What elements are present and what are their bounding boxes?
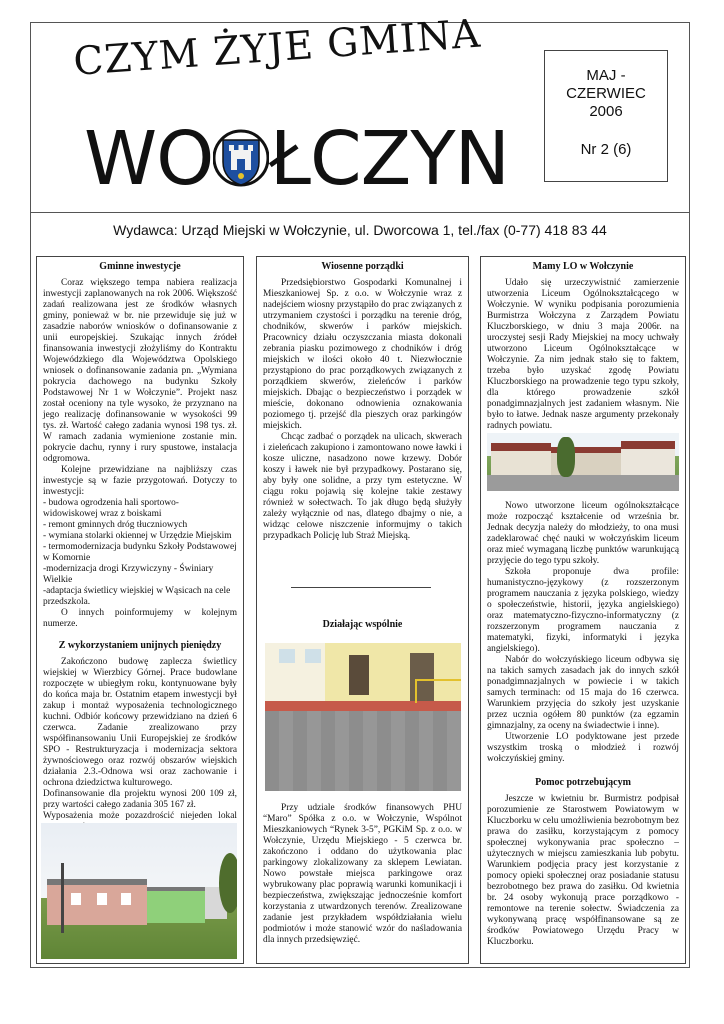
- publisher-rule: [31, 212, 689, 213]
- publisher-line: Wydawca: Urząd Miejski w Wołczynie, ul. Dworcowa 1, tel./fax (0-77) 418 83 44: [113, 222, 607, 238]
- school-building-photo: [487, 433, 679, 491]
- list-item: Wielkie: [43, 575, 73, 585]
- paragraph: Coraz większego tempa nabiera realizacja inwestycji zaplanowanych na rok 2006. Większość zadań realizowana jest ze środków własnych gminy, ponieważ w br. nie przewiduje się już w zasadzie naborów wniosków o dofinansowanie z unii europejskiej. Szukając innych źródeł finansowania inwestycji złożyliśmy do Kontraktu Wojewódzkiego dla Województwa Opolskiego wniosek o dofinansowanie zadania pn. „Wymiana pokrycia dachowego na budynku Szkoły Podstawowej Nr 1 w Wołczynie”. Projekt nasz został oceniony na tyle wysoko, że przyznano na jego realizację dofinansowanie w wysokości 99 tys. zł. Wartość całego zadania wynosi 198 tys. zł. W ramach zadania wymienione zostanie min. pokrycie dachu, rynny i rury spustowe, instalacja odgromowa.: [43, 278, 237, 464]
- paragraph: Dofinansowanie dla projektu wynosi 200 109 zł, przy wartości całego zadania 305 167 zł.: [43, 789, 237, 810]
- article-title-investments: Gminne inwestycje: [99, 261, 181, 272]
- paragraph: Przy udziale środków finansowych PHU “Maro” Spółka z o.o. w Wołczynie, Wspólnot Mieszkaniowych “Rynek 3-5”, PGKiM Sp. z o.o. w Wołczynie, Urzędu Miejskiego - 5 czerwca br. zakończono i oddano do użytkowania plac parkingowy zlokalizowany za sklepem Lewiatan. Nowo powstałe miejsca parkingowe oraz wybrukowany plac poprawią warunki komunikacji i bezpieczeństwa, zwiększając jednocześnie komfort korzystania z utwardzonych terenów. Zrealizowane zadanie jest przykładem współdziałania wielu podmiotów i może stanowić wzór do naśladowania dla innych przedsięwzięć.: [263, 803, 462, 945]
- issue-month: MAJ -: [586, 67, 626, 84]
- article-title-cooperation: Działając wspólnie: [322, 619, 403, 630]
- masthead-title-main: [84, 116, 509, 202]
- list-item: - remont gminnych dróg tłuczniowych: [43, 520, 188, 530]
- paragraph: Utworzenie LO podyktowane jest przede wszystkim troską o młodzież i rozwój wołczyńskiej gminy.: [487, 732, 679, 764]
- paragraph: Udało się urzeczywistnić zamierzenie utworzenia Liceum Ogólnokształcącego w Wołczynie. W wyniku podpisania porozumienia Burmistrza Wołczyna z Zarządem Powiatu Kluczborskiego, w dniu 3 maja 2006r. na uroczystej sesji Rady Miejskiej na mocy uchwały utworzono Liceum Ogólnokształcące w Wołczynie. Za nim jednak stało się to faktem, trzeba było uzyskać zgodę Powiatu Kluczborskiego na prowadzenie tego typu szkoły, dla którego prowadzenie szkół ponadgimnazjalnych jest zadaniem własnym. Nie było to łatwe. Jednak nasze argumenty przekonały radnych powiatu.: [487, 278, 679, 431]
- column-2: [256, 256, 469, 964]
- paragraph: Kolejne przewidziane na najbliższy czas inwestycje są w fazie przygotowań. Dotyczy to inwestycji:: [43, 465, 237, 497]
- issue-year: 2006: [589, 103, 623, 120]
- town-coat-of-arms-icon: [213, 128, 269, 188]
- column-1: [36, 256, 244, 964]
- list-item: - wymiana stolarki okiennej w Urzędzie Miejskim: [43, 531, 232, 541]
- article-title-high-school: Mamy LO w Wołczynie: [532, 261, 634, 272]
- paragraph: Przedsiębiorstwo Gospodarki Komunalnej i Mieszkaniowej Sp. z o.o. w Wołczynie wraz z nadejściem wiosny przystąpiło do prac związanych z utrzymaniem czystości i porządku na terenie dróg, chodników, skwerów i parków miejskich. Pracownicy działu oczyszczania miasta dokonali zebrania piasku pozimowego z chodników i dróg miejskich w ilości około 40 t. Niezwłocznie przystąpiono do prac porządkowych związanych z porządkiem skwerów, zieleńców i parków miejskich. Dbając o bezpieczeństwo i porządek w mieście, dokonano odnowienia oznakowania poziomego tj. przejść dla pieszych oraz parkingów miejskich.: [263, 278, 462, 431]
- paragraph: Chcąc zadbać o porządek na ulicach, skwerach i zieleńcach zakupiono i zamontowano nowe ławki i kosze uliczne, nasadzono nowe krzewy. Dobór koszy i ławek nie był przypadkowy. Postarano się, aby były one solidne, a przy tym estetyczne. W ciągu roku pojawią się kolejne takie zestawy również w sołectwach. To jak długo będą służyły zależy wyłącznie od nas, dlatego dbajmy o nie, a widząc celowe niszczenie informujmy o takich przypadkach Policję lub Straż Miejską.: [263, 432, 462, 541]
- issue-month-2: CZERWIEC: [566, 85, 646, 102]
- article-title-help: Pomoc potrzebującym: [535, 777, 631, 788]
- paragraph: Nabór do wołczyńskiego liceum odbywa się na takich samych zasadach jak do innych szkół ponadgimnazjalnych w powiecie i w takich samych terminach: od 15 maja do 16 czerwca. Warunkiem przyjęcia do szkoły jest uzyskanie przez ucznia ogółem 80 punktów (za egzamin gimnazjalny, za oceny na świadectwie i inne).: [487, 655, 679, 731]
- list-item: przedszkola.: [43, 597, 91, 607]
- list-item: w Komornie: [43, 553, 91, 563]
- paragraph: Zakończono budowę zaplecza świetlicy wiejskiej w Wierzbicy Górnej. Prace budowlane rozpoczęte w ubiegłym roku, kontynuowane były do końca maja br. Ostatnim etapem inwestycji był zakup i montaż wyposażenia technologicznego kuchni. Odbiór końcowy przewidziano na dzień 6 czerwca. Zadanie zrealizowano przy współfinansowaniu Unii Europejskiej ze środków SPO - Restrukturyzacja i modernizacja sektora żywnościowego oraz rozwój obszarów wiejskich działania 2.3.-Odnowa wsi oraz zachowanie i ochrona dziedzictwa kulturowego.: [43, 657, 237, 788]
- paragraph: Szkoła proponuje dwa profile: humanistyczno-językowy (z rozszerzonym programem nauczania z języka polskiego, wiedzy o społeczeństwie, historii, języka angielskiego) oraz matematyczno-fizyczno-informatyczny (z rozszerzonym programem nauczania z matematyki, fizyki, informatyki i języka angielskiego).: [487, 567, 679, 654]
- parking-lot-photo: [265, 643, 461, 791]
- list-item: - budowa ogrodzenia hali sportowo-: [43, 498, 179, 508]
- paragraph: O innych poinformujemy w kolejnym numerze.: [43, 608, 237, 629]
- investment-list: [43, 498, 237, 608]
- paragraph: Wyposażenia może pozazdrościć niejeden lokal: [43, 811, 237, 821]
- column-3: [480, 256, 686, 964]
- list-item: - termomodernizacja budynku Szkoły Podstawowej: [43, 542, 237, 552]
- issue-box: [544, 50, 668, 182]
- list-item: -adaptacja świetlicy wiejskiej w Wąsicach na cele: [43, 586, 231, 596]
- issue-number: Nr 2 (6): [580, 141, 632, 158]
- paragraph: Jeszcze w kwietniu br. Burmistrz podpisał porozumienie ze Starostwem Powiatowym w Kluczborku w celu umożliwienia bezrobotnym bez prawa do zasiłku, korzystającym z pomocy społecznej wykonywania prac społeczno – użytecznych w miejscu zamieszkania lub pobytu. Warunkiem podjęcia pracy jest korzystanie z pomocy opieki społecznej oraz posiadanie statusu bezrobotnego bez prawa do zasiłku. Od kwietnia br. 24 osoby wykonują prace porządkowo - remontowe na terenie sołectw. Świadczenia za wykonywaną pracę współfinansowane są ze środków Powiatowego Urzędu Pracy w Kluczborku.: [487, 794, 679, 947]
- list-item: widowiskowej wraz z boiskami: [43, 509, 162, 519]
- article-title-eu-funds: Z wykorzystaniem unijnych pieniędzy: [58, 640, 222, 651]
- community-hall-photo: [41, 823, 237, 959]
- masthead-title-right: ŁCZYN: [269, 116, 509, 202]
- masthead-title-top: CZYM ŻYJE GMINA: [72, 11, 483, 85]
- article-title-spring-cleaning: Wiosenne porządki: [321, 261, 404, 272]
- masthead-title-left: WO: [84, 116, 214, 202]
- separator-line: [291, 587, 431, 588]
- list-item: -modernizacja drogi Krzywiczyny - Świniary: [43, 564, 214, 574]
- paragraph: Nowo utworzone liceum ogólnokształcące może rozpocząć kształcenie od września br. Jednak decyzja należy do młodzieży, to ona musi zadeklarować chęć nauki w wołczyńskim liceum oraz mieć wymaganą liczbę punktów warunkującą przyjęcie do tego typu szkoły.: [487, 501, 679, 566]
